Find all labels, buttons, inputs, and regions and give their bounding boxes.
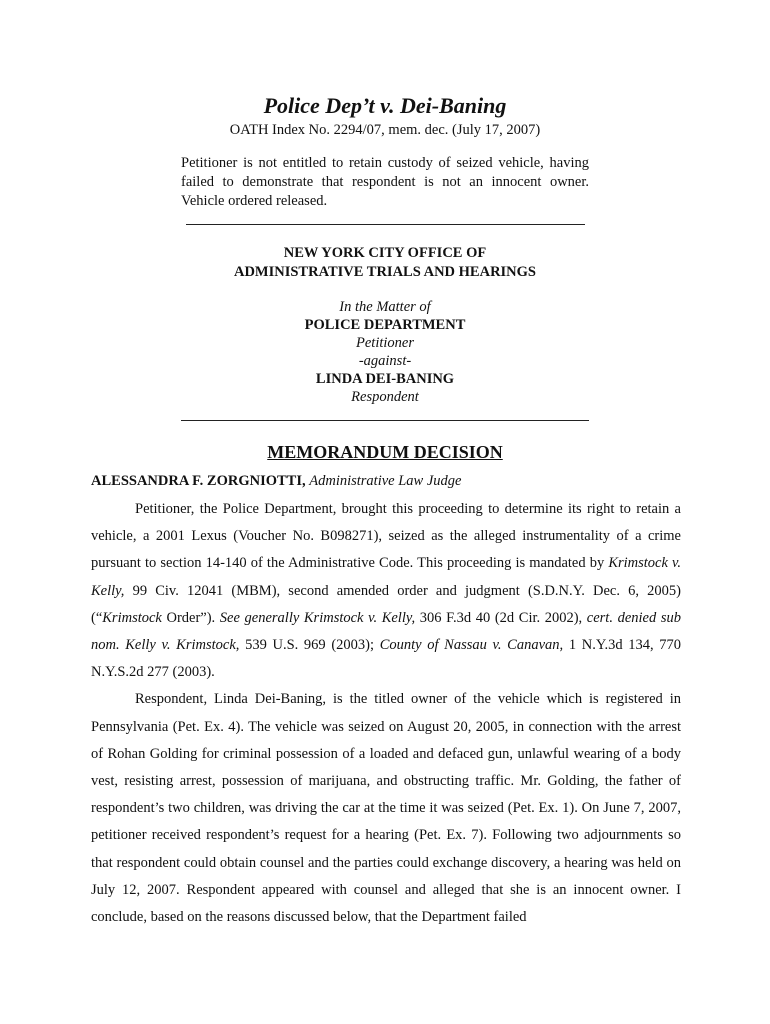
office-name — [0, 244, 770, 282]
decision-body — [91, 496, 681, 931]
citation-krimstock: Krimstock — [102, 609, 162, 626]
respondent-role: Respondent — [351, 389, 419, 405]
index-line: OATH Index No. 2294/07, mem. dec. (July 17, 2007) — [229, 122, 541, 138]
paragraph-2: Respondent, Linda Dei-Baning, is the titled owner of the vehicle which is registered in Pennsylvania (Pet. Ex. 4). The vehicle was seized on August 20, 2005, in connection with the arrest of Rohan Golding for criminal possession of a loaded and defaced gun, unlawful wearing of a body vest, resisting arrest, possession of marijuana, and obstructing traffic. Mr. Golding, the father of respondent’s two children, was driving the car at the time it was seized (Pet. Ex. 1). On June 7, 2007, petitioner received respondent’s request for a hearing (Pet. Ex. 7). Following two adjournments so that respondent could obtain counsel and the parties could exchange discovery, a hearing was held on July 12, 2007. Respondent appeared with counsel and alleged that she is an innocent owner. I conclude, based on the reasons discussed below, that the Department failed — [91, 691, 681, 926]
petitioner-name: POLICE DEPARTMENT — [304, 317, 466, 333]
paragraph-1 — [91, 496, 681, 686]
p1-text-5: 539 U.S. 969 (2003); — [239, 637, 380, 654]
headnote-divider — [186, 224, 585, 225]
citation-krimstock-v-kelly: Krimstock v. Kelly, — [91, 555, 682, 599]
p1-text-4: 306 F.3d 40 (2d Cir. 2002), — [415, 609, 587, 626]
office-line-2: ADMINISTRATIVE TRIALS AND HEARINGS — [233, 264, 536, 280]
caption-divider — [181, 420, 589, 421]
judge-title: Administrative Law Judge — [309, 473, 462, 489]
headnote: Petitioner is not entitled to retain custody of seized vehicle, having failed to demonstrate that respondent is not an innocent owner. Vehicle ordered released. — [181, 155, 589, 209]
respondent-name: LINDA DEI-BANING — [315, 371, 455, 387]
case-caption — [0, 298, 770, 406]
citation-county-of-nassau: County of Nassau v. Canavan, — [379, 637, 564, 654]
judge-line — [91, 471, 681, 491]
case-title: Police Dep’t v. Dei-Baning — [263, 93, 507, 118]
judge-name: ALESSANDRA F. ZORGNIOTTI, — [91, 473, 306, 489]
office-line-1: NEW YORK CITY OFFICE OF — [283, 245, 487, 261]
p1-text-1: Petitioner, the Police Department, brought this proceeding to determine its right to retain a vehicle, a 2001 Lexus (Voucher No. B098271), seized as the alleged instrumentality of a crime pursuant to section 14-140 of the Administrative Code. This proceeding is mandated by — [91, 501, 681, 572]
citation-see-generally: See generally Krimstock v. Kelly, — [219, 609, 416, 626]
p1-text-6: 1 N.Y.3d 134, 770 N.Y.S.2d 277 (2003). — [91, 637, 682, 681]
p1-text-3: Order”). — [161, 609, 220, 626]
in-the-matter-of: In the Matter of — [339, 299, 431, 315]
p1-text-2: 99 Civ. 12041 (MBM), second amended order and judgment (S.D.N.Y. Dec. 6, 2005) (“ — [91, 582, 681, 626]
against-label: -against- — [358, 353, 412, 369]
petitioner-role: Petitioner — [356, 335, 414, 351]
memorandum-heading: MEMORANDUM DECISION — [267, 442, 503, 462]
citation-cert-denied: cert. denied sub nom. Kelly v. Krimstock, — [91, 609, 681, 654]
